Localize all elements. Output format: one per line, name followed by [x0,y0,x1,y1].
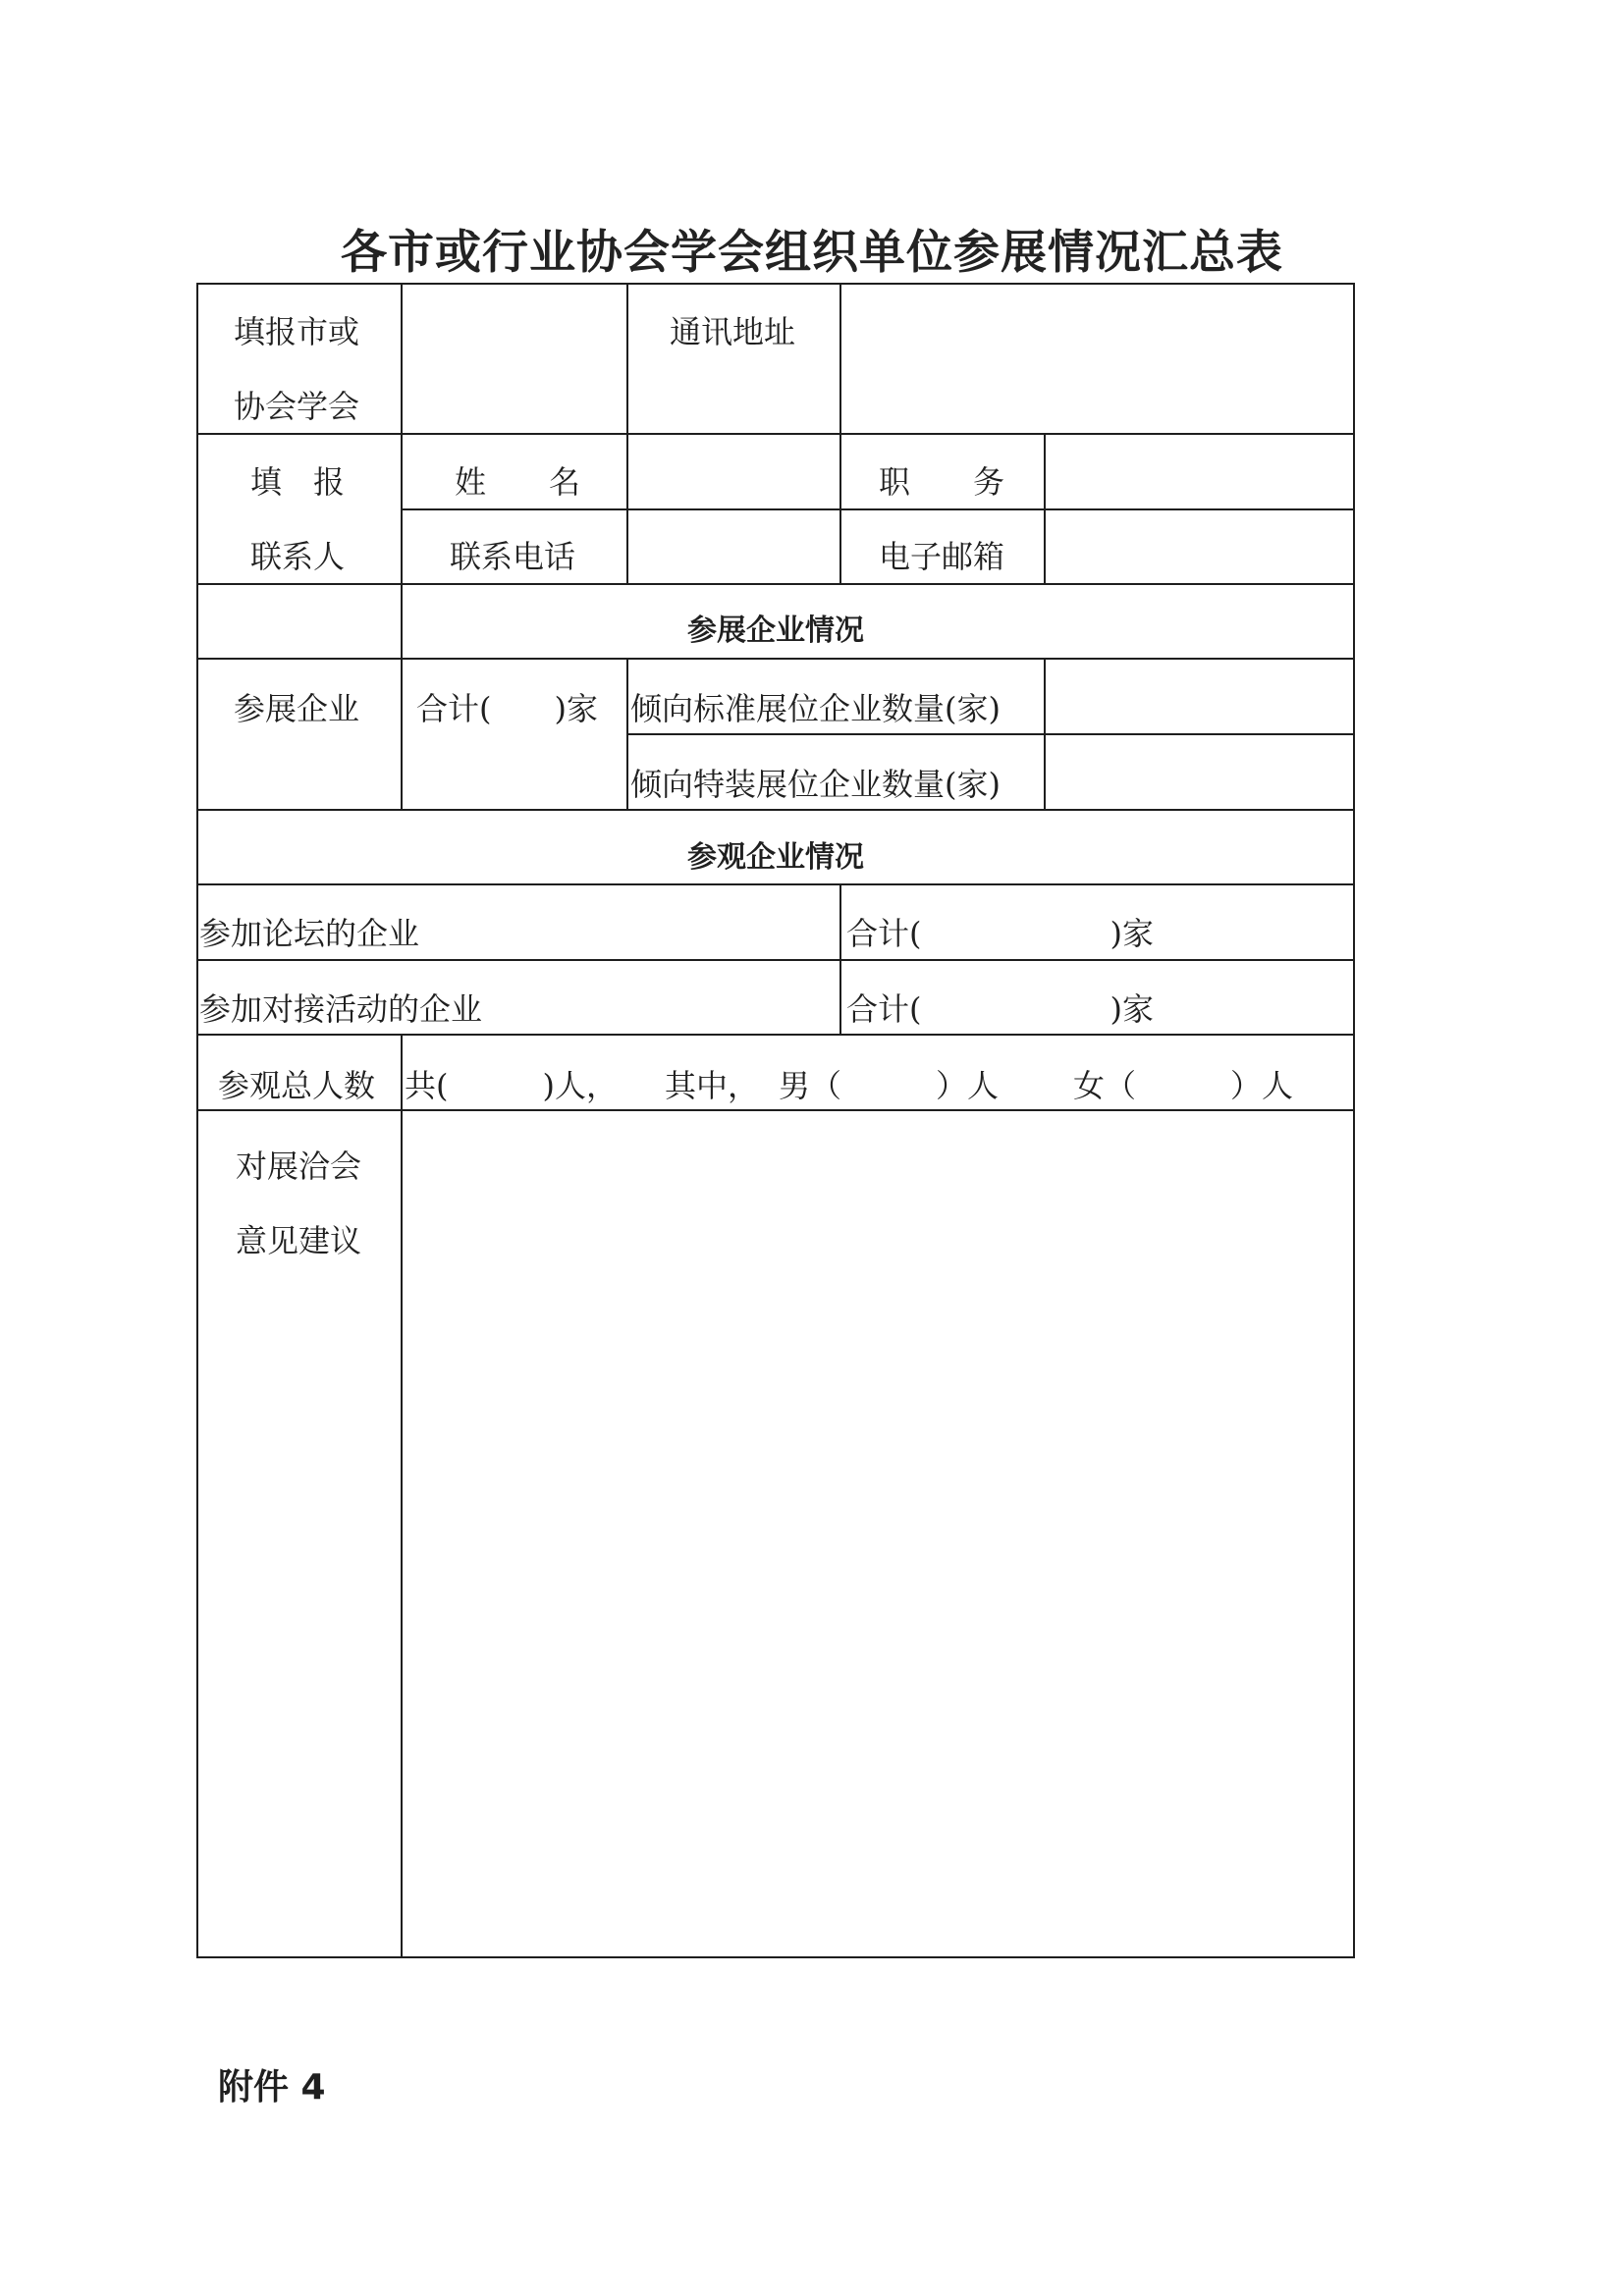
exhibitors-section-header: 参展企业情况 [687,614,864,648]
row-divider [196,658,1355,660]
row-divider [196,809,1355,811]
row-divider [196,433,1355,435]
visitor-female-count[interactable]: 女（ ）人 [1073,1067,1294,1104]
address-field[interactable] [843,287,1351,431]
visitor-male-count[interactable]: 男（ ）人 [779,1067,1000,1104]
position-label: 职 务 [879,463,1005,501]
email-label: 电子邮箱 [879,538,1005,575]
feedback-label: 对展洽会 [236,1148,362,1185]
row-divider [401,508,1355,510]
attachment-label: 附件 4 [218,2067,326,2108]
matchmaking-total[interactable]: 合计( )家 [846,990,1154,1028]
name-field[interactable] [630,437,838,507]
column-divider [626,283,628,583]
column-divider [401,283,403,809]
contact-label-line2: 联系人 [250,538,346,575]
phone-field[interactable] [630,512,838,581]
column-divider [1044,658,1046,809]
table-border-left [196,283,198,1958]
row-divider [196,1034,1355,1036]
matchmaking-label: 参加对接活动的企业 [199,990,483,1028]
address-label: 通讯地址 [670,313,796,350]
special-booth-label: 倾向特装展位企业数量(家) [630,766,1001,803]
forum-total[interactable]: 合计( )家 [846,915,1154,952]
position-field[interactable] [1048,437,1351,507]
standard-booth-field[interactable] [1048,662,1351,731]
table-border-top [196,283,1355,285]
feedback-label-line2: 意见建议 [236,1222,362,1259]
row-divider [196,583,1355,585]
visitors-section-header: 参观企业情况 [687,840,864,875]
row-divider [196,1109,1355,1111]
row-divider [196,883,1355,885]
reporting-unit-label-line2: 协会学会 [234,388,360,425]
column-divider [839,283,841,583]
visitor-among: 其中， [665,1067,760,1104]
visitor-total-count[interactable]: 共( )人， [405,1067,618,1104]
email-field[interactable] [1048,512,1351,581]
name-label: 姓 名 [455,463,581,501]
reporting-unit-field[interactable] [405,287,624,431]
column-divider [839,883,841,1034]
table-border-bottom [196,1956,1355,1958]
standard-booth-label: 倾向标准展位企业数量(家) [630,690,1001,727]
page-title: 各市或行业协会学会组织单位参展情况汇总表 [341,226,1283,280]
table-border-right [1353,283,1355,1958]
column-divider [1044,433,1046,583]
phone-label: 联系电话 [450,538,576,575]
forum-label: 参加论坛的企业 [199,915,420,952]
column-divider [401,1034,403,1958]
special-booth-field[interactable] [1048,737,1351,807]
exhibitors-total[interactable]: 合计( )家 [416,690,598,727]
column-divider [626,658,628,809]
row-divider [196,959,1355,961]
exhibitors-label: 参展企业 [234,690,360,727]
row-divider [626,733,1355,735]
feedback-field[interactable] [405,1113,1351,1954]
reporting-unit-label: 填报市或 [234,313,360,350]
visitor-total-label: 参观总人数 [218,1067,376,1104]
contact-label: 填 报 [250,463,346,501]
